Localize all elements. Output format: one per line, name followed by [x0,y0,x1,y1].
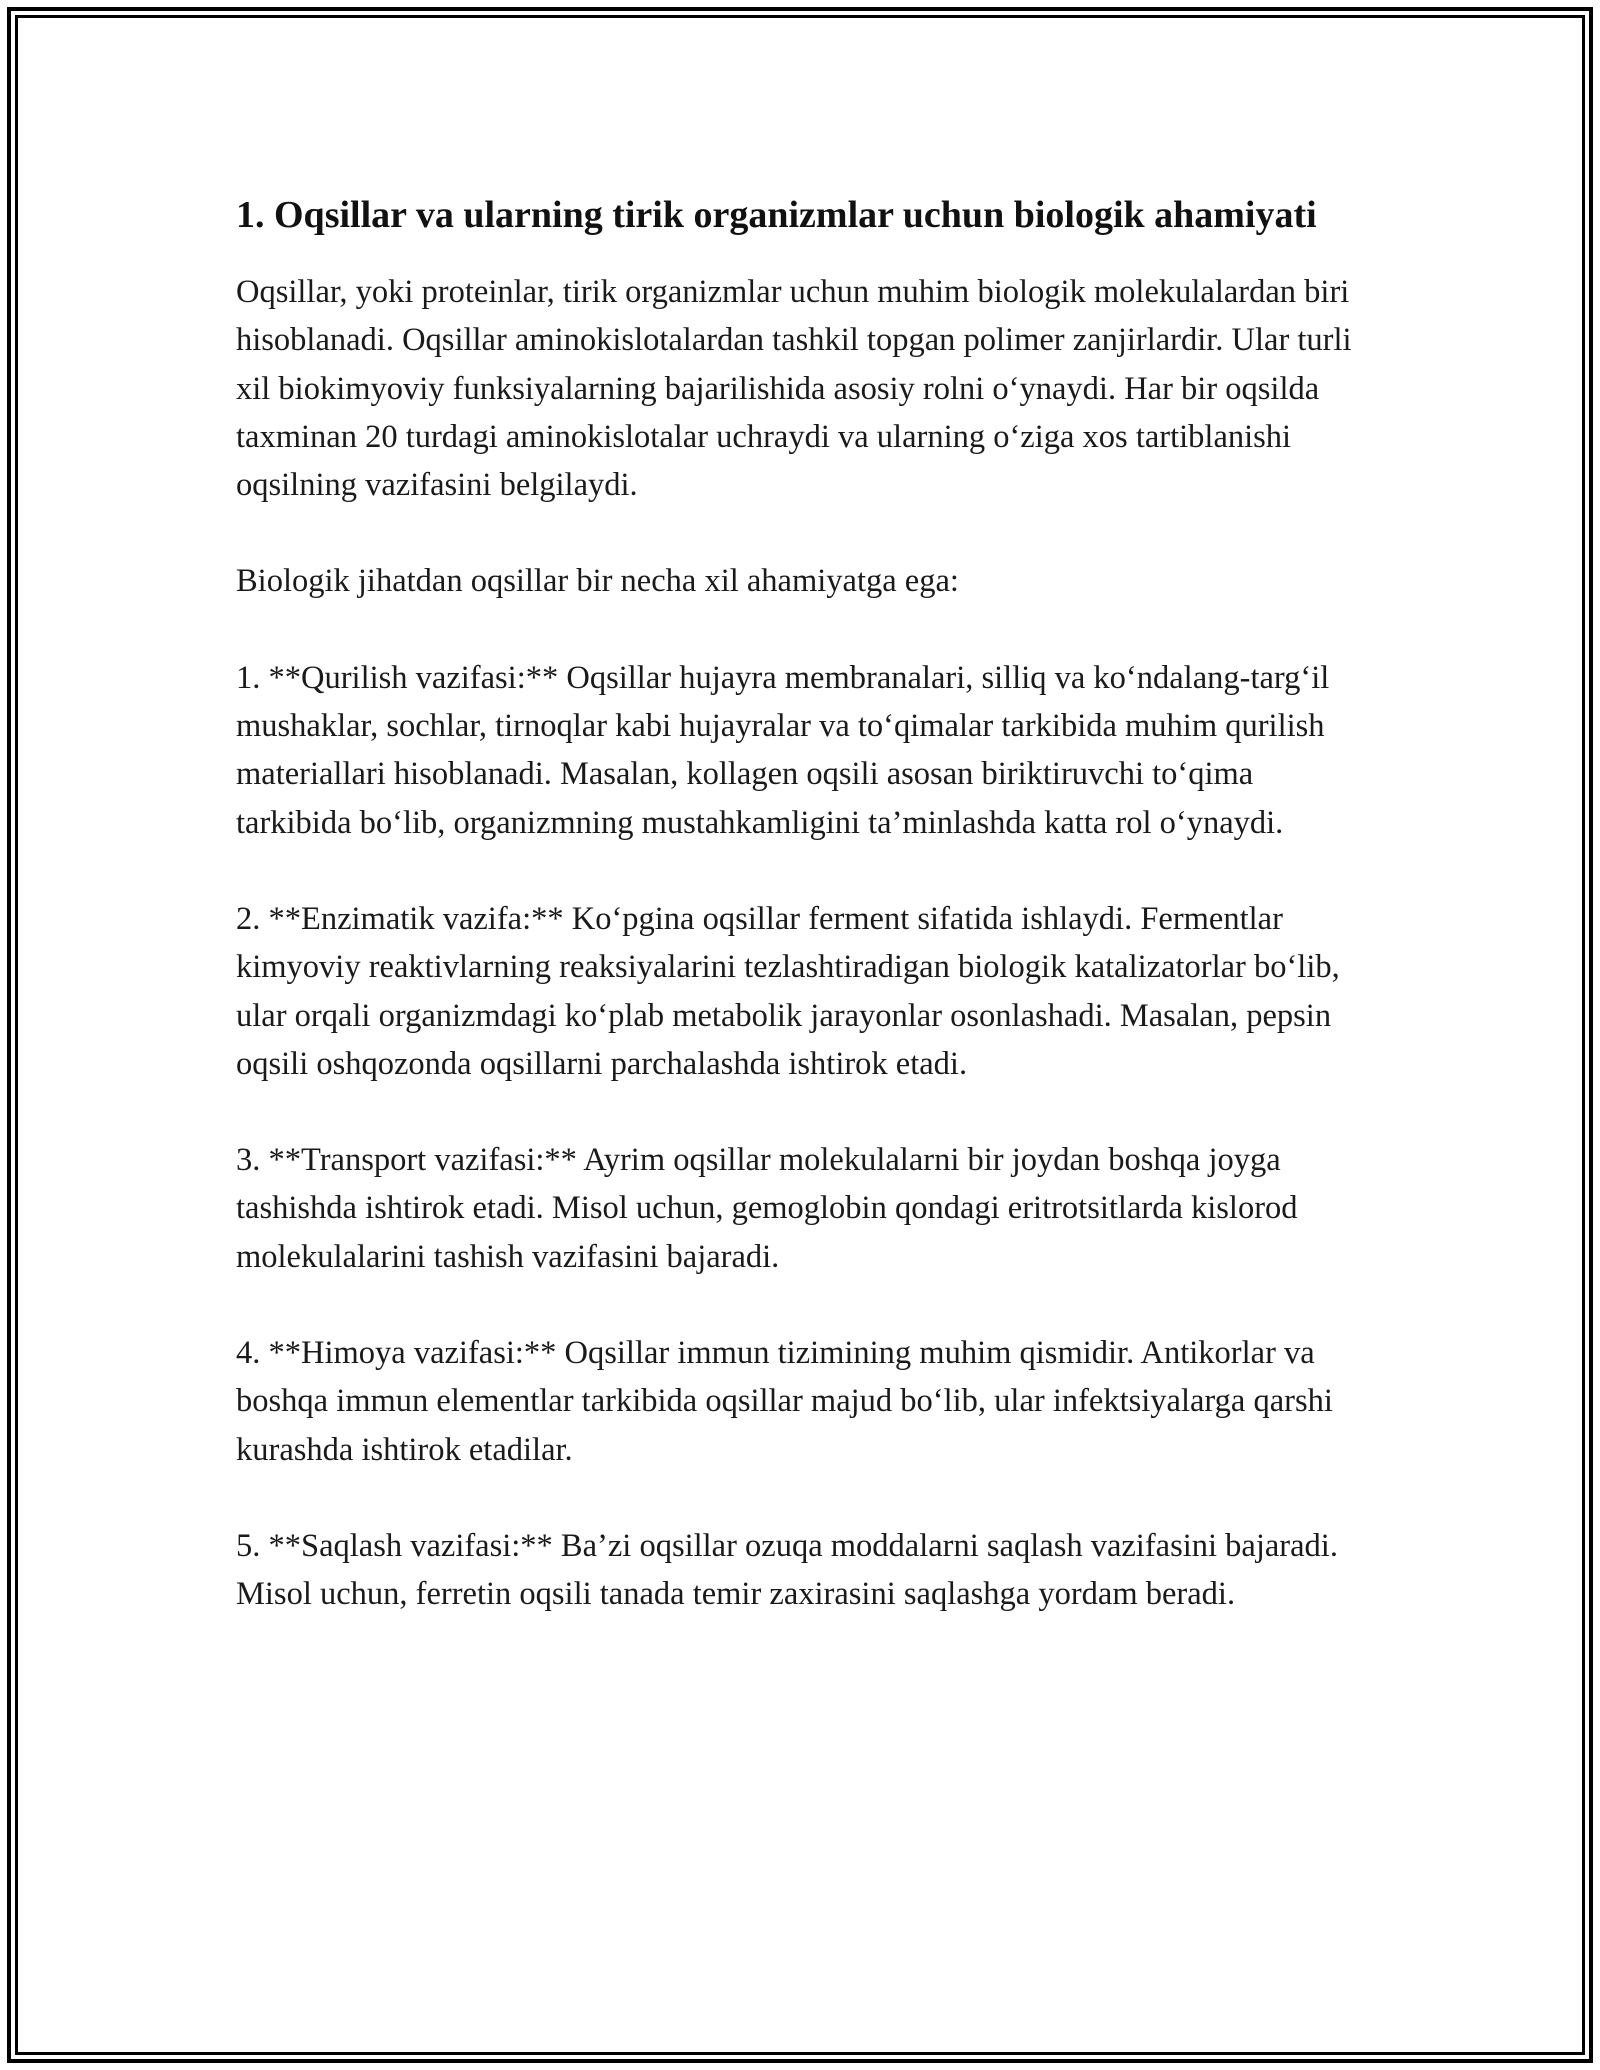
list-item-protective-function: 4. **Himoya vazifasi:** Oqsillar immun tizimining muhim qismidir. Antikorlar va boshqa immun elementlar tarkibida oqsillar majud bo‘lib, ular infektsiyalarga qarshi kurashda ishtirok etadilar. [236,1335,1333,1468]
intro-paragraph: Oqsillar, yoki proteinlar, tirik organizmlar uchun muhim biologik molekulalardan biri hisoblanadi. Oqsillar aminokislotalardan tashkil topgan polimer zanjirlardir. Ular turli xil biokimyoviy funksiyalarning bajarilishida asosiy rolni o‘ynaydi. Har bir oqsilda taxminan 20 turdagi aminokislotalar uchraydi va ularning o‘ziga xos tartiblanishi oqsilning vazifasini belgilaydi. [236,274,1352,504]
list-item-storage-function: 5. **Saqlash vazifasi:** Ba’zi oqsillar ozuqa moddalarni saqlash vazifasini bajaradi. Misol uchun, ferretin oqsili tanada temir zaxirasini saqlashga yordam beradi. [236,1527,1338,1613]
list-item-enzymatic-function: 2. **Enzimatik vazifa:** Ko‘pgina oqsillar ferment sifatida ishlaydi. Fermentlar kimyoviy reaktivlarning reaksiyalarini tezlashtiradigan biologik katalizatorlar bo‘lib, ular orqali organizmdagi ko‘plab metabolik jarayonlar osonlashadi. Masalan, pepsin oqsili oshqozonda oqsillarni parchalashda ishtirok etadi. [236,900,1340,1082]
document-page [236,188,1376,1619]
list-intro-paragraph: Biologik jihatdan oqsillar bir necha xil ahamiyatga ega: [236,563,959,600]
document-title: 1. Oqsillar va ularning tirik organizmlar uchun biologik ahamiyati [236,194,1317,236]
list-item-transport-function: 3. **Transport vazifasi:** Ayrim oqsillar molekulalarni bir joydan boshqa joyga tashishda ishtirok etadi. Misol uchun, gemoglobin qondagi eritrotsitlarda kislorod molekulalarini tashish vazifasini bajaradi. [236,1142,1298,1275]
list-item-structural-function: 1. **Qurilish vazifasi:** Oqsillar hujayra membranalari, silliq va ko‘ndalang-targ‘il mushaklar, sochlar, tirnoqlar kabi hujayralar va to‘qimalar tarkibida muhim qurilish materiallari hisoblanadi. Masalan, kollagen oqsili asosan biriktiruvchi to‘qima tarkibida bo‘lib, organizmning mustahkamligini ta’minlashda katta rol o‘ynaydi. [236,659,1330,841]
